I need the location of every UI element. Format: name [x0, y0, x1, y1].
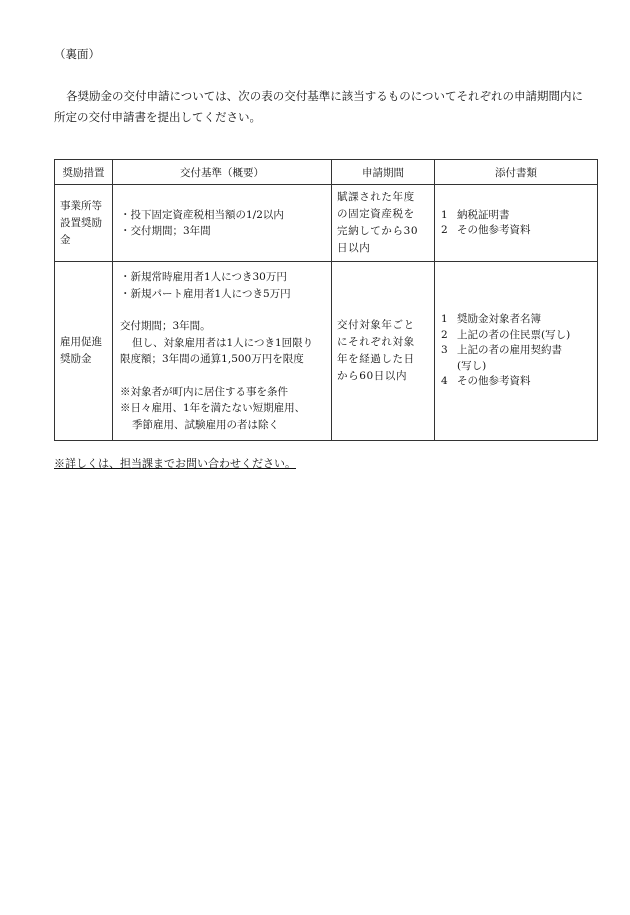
document-item: 1 奨励金対象者名簿 — [441, 313, 541, 326]
documents-cell — [435, 262, 598, 441]
measure-line: 設置奨励 — [60, 216, 102, 229]
measure-line: 雇用促進 — [60, 336, 102, 348]
document-item: 4 その他参考資料 — [441, 375, 531, 388]
inquiry-footnote: ※詳しくは、担当課までお問い合わせください。 — [54, 457, 296, 470]
document-item: 1 納税証明書 — [441, 208, 510, 221]
period-line: 完納してから30 — [337, 225, 419, 237]
header-measure: 奨励措置 — [55, 160, 113, 185]
table-row — [55, 185, 598, 262]
measure-line: 金 — [60, 233, 71, 246]
table-row — [55, 262, 598, 441]
spacer — [120, 368, 324, 384]
header-period: 申請期間 — [332, 160, 435, 185]
measure-line: 奨励金 — [60, 353, 92, 365]
page-side-label: （裏面） — [54, 47, 100, 61]
criteria-line: 限度額；3年間の通算1,500万円を限度 — [120, 353, 304, 365]
document-item: 2 上記の者の住民票(写し) — [441, 328, 571, 341]
criteria-line: 交付期間；3年間。 — [120, 320, 211, 332]
period-line: 賦課された年度 — [337, 191, 415, 203]
period-line: 年を経過した日 — [337, 353, 415, 365]
criteria-line: ・交付期間；3年間 — [120, 225, 211, 237]
measure-line: 事業所等 — [60, 199, 102, 212]
criteria-line: ・新規パート雇用者1人につき5万円 — [120, 287, 291, 300]
period-line: から60日以内 — [337, 370, 408, 382]
criteria-line: ・投下固定資産税相当額の1/2以内 — [120, 208, 284, 221]
header-documents: 添付書類 — [435, 160, 598, 185]
criteria-line: 但し、対象雇用者は1人につき1回限り — [132, 336, 314, 349]
criteria-line: ※対象者が町内に居住する事を条件 — [120, 385, 288, 398]
document-item: 2 その他参考資料 — [441, 224, 531, 236]
period-line: にそれぞれ対象 — [337, 336, 415, 348]
header-criteria: 交付基準（概要） — [113, 160, 332, 185]
measure-cell — [55, 185, 113, 262]
grant-table — [54, 159, 598, 441]
documents-cell — [435, 185, 598, 262]
period-line: 日以内 — [337, 242, 371, 254]
criteria-line: ・新規常時雇用者1人につき30万円 — [120, 271, 287, 283]
criteria-cell — [113, 262, 332, 441]
period-cell — [332, 185, 435, 262]
period-line: の固定資産税を — [337, 208, 415, 220]
document-item-continuation: (写し) — [457, 359, 487, 372]
period-line: 交付対象年ごと — [337, 319, 415, 331]
spacer — [120, 302, 324, 318]
measure-cell — [55, 262, 113, 441]
intro-paragraph: 各奨励金の交付申請については、次の表の交付基準に該当するものについてそれぞれの申請期間内に所定の交付申請書を提出してください。 — [54, 89, 584, 124]
table-header-row — [55, 160, 598, 185]
criteria-line: 季節雇用、試験雇用の者は除く — [132, 418, 279, 431]
document-item: 3 上記の者の雇用契約書 — [441, 344, 562, 357]
criteria-cell — [113, 185, 332, 262]
period-cell — [332, 262, 435, 441]
criteria-line: ※日々雇用、1年を満たない短期雇用、 — [120, 402, 306, 414]
